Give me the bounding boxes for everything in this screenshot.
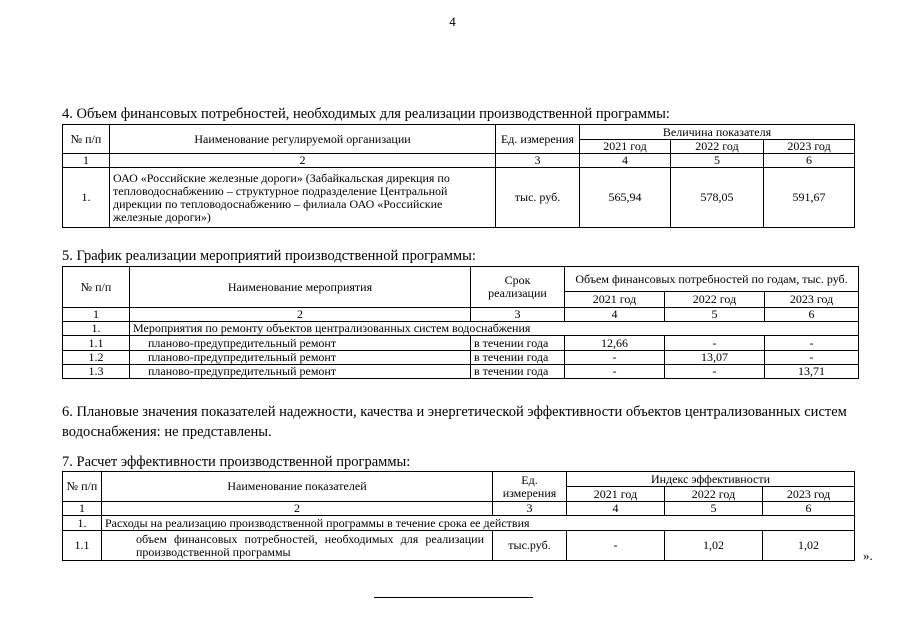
col-header-num: № п/п — [63, 472, 102, 502]
row-unit: тыс. руб. — [496, 168, 580, 228]
col-header-2023: 2023 год — [763, 487, 855, 502]
row-value-2022: 13,07 — [665, 351, 765, 365]
row-value-2023: 591,67 — [764, 168, 855, 228]
col-header-2023: 2023 год — [764, 140, 855, 154]
row-num: 1.1 — [63, 336, 130, 351]
index-cell: 4 — [565, 308, 665, 322]
col-header-2023: 2023 год — [765, 292, 859, 308]
col-header-value-group: Величина показателя — [580, 125, 855, 140]
schedule-table — [62, 266, 859, 379]
section7-heading: 7. Расчет эффективности производственной программы: — [62, 454, 411, 470]
col-header-name: Наименование показателей — [102, 472, 493, 502]
col-header-2022: 2022 год — [671, 140, 764, 154]
table-row — [63, 351, 859, 365]
index-cell: 1 — [63, 154, 110, 168]
row-term: в течении года — [471, 365, 565, 379]
footer-divider — [374, 597, 533, 598]
column-index-row — [63, 308, 859, 322]
financial-needs-table — [62, 124, 855, 228]
group-row — [63, 322, 859, 336]
row-value-2023: 13,71 — [765, 365, 859, 379]
col-header-value-group: Индекс эффективности — [567, 472, 855, 487]
index-cell: 2 — [102, 502, 493, 516]
row-value-2021: 12,66 — [565, 336, 665, 351]
col-header-2022: 2022 год — [665, 487, 763, 502]
row-org-name: ОАО «Российские железные дороги» (Забайкальская дирекция по тепловодоснабжению – структурное подразделение Центральной дирекции по тепловодоснабжению – филиала ОАО «Российские железные дороги») — [110, 168, 496, 228]
section5-heading: 5. График реализации мероприятий производственной программы: — [62, 248, 476, 264]
row-value-2022: - — [665, 336, 765, 351]
index-cell: 3 — [496, 154, 580, 168]
row-name: планово-предупредительный ремонт — [130, 365, 471, 379]
table-row — [63, 336, 859, 351]
col-header-num: № п/п — [63, 267, 130, 308]
table-row — [63, 168, 855, 228]
row-num: 1.2 — [63, 351, 130, 365]
efficiency-table — [62, 471, 855, 561]
index-cell: 4 — [567, 502, 665, 516]
index-cell: 5 — [665, 502, 763, 516]
index-cell: 3 — [471, 308, 565, 322]
group-row-text: Мероприятия по ремонту объектов централизованных систем водоснабжения — [130, 322, 859, 336]
table-row — [63, 531, 855, 561]
col-header-term: Срок реализации — [471, 267, 565, 308]
row-value-2021: 565,94 — [580, 168, 671, 228]
column-index-row — [63, 154, 855, 168]
column-index-row — [63, 502, 855, 516]
row-value-2023: - — [765, 351, 859, 365]
col-header-unit: Ед. измерения — [493, 472, 567, 502]
row-value-2022: 578,05 — [671, 168, 764, 228]
row-value-2021: - — [567, 531, 665, 561]
row-term: в течении года — [471, 351, 565, 365]
row-unit: тыс.руб. — [493, 531, 567, 561]
index-cell: 5 — [665, 308, 765, 322]
index-cell: 2 — [110, 154, 496, 168]
index-cell: 5 — [671, 154, 764, 168]
col-header-org: Наименование регулируемой организации — [110, 125, 496, 154]
index-cell: 2 — [130, 308, 471, 322]
section4-heading: 4. Объем финансовых потребностей, необходимых для реализации производственной программы: — [62, 106, 670, 122]
section6-text: 6. Плановые значения показателей надежности, качества и энергетической эффективности объектов централизованных систем водоснабжения: не представлены. — [62, 404, 847, 440]
index-cell: 6 — [764, 154, 855, 168]
group-row — [63, 516, 855, 531]
index-cell: 4 — [580, 154, 671, 168]
col-header-name: Наименование мероприятия — [130, 267, 471, 308]
row-name: планово-предупредительный ремонт — [130, 336, 471, 351]
index-cell: 1 — [63, 308, 130, 322]
col-header-2022: 2022 год — [665, 292, 765, 308]
row-num: 1.3 — [63, 365, 130, 379]
row-value-2023: - — [765, 336, 859, 351]
index-cell: 3 — [493, 502, 567, 516]
index-cell: 6 — [763, 502, 855, 516]
page-number: 4 — [449, 14, 456, 29]
col-header-unit: Ед. измерения — [496, 125, 580, 154]
row-name: планово-предупредительный ремонт — [130, 351, 471, 365]
closing-quote-mark: ». — [863, 548, 873, 563]
row-term: в течении года — [471, 336, 565, 351]
row-value-2022: - — [665, 365, 765, 379]
row-value-2023: 1,02 — [763, 531, 855, 561]
col-header-num: № п/п — [63, 125, 110, 154]
row-value-2022: 1,02 — [665, 531, 763, 561]
row-value-2021: - — [565, 365, 665, 379]
index-cell: 1 — [63, 502, 102, 516]
table-row — [63, 365, 859, 379]
group-row-num: 1. — [63, 516, 102, 531]
col-header-2021: 2021 год — [567, 487, 665, 502]
row-num: 1.1 — [63, 531, 102, 561]
group-row-text: Расходы на реализацию производственной программы в течение срока ее действия — [102, 516, 855, 531]
col-header-2021: 2021 год — [565, 292, 665, 308]
col-header-value-group: Объем финансовых потребностей по годам, тыс. руб. — [565, 267, 859, 292]
index-cell: 6 — [765, 308, 859, 322]
row-value-2021: - — [565, 351, 665, 365]
row-name: объем финансовых потребностей, необходимых для реализации производственной программы — [102, 531, 493, 561]
row-num: 1. — [63, 168, 110, 228]
group-row-num: 1. — [63, 322, 130, 336]
col-header-2021: 2021 год — [580, 140, 671, 154]
